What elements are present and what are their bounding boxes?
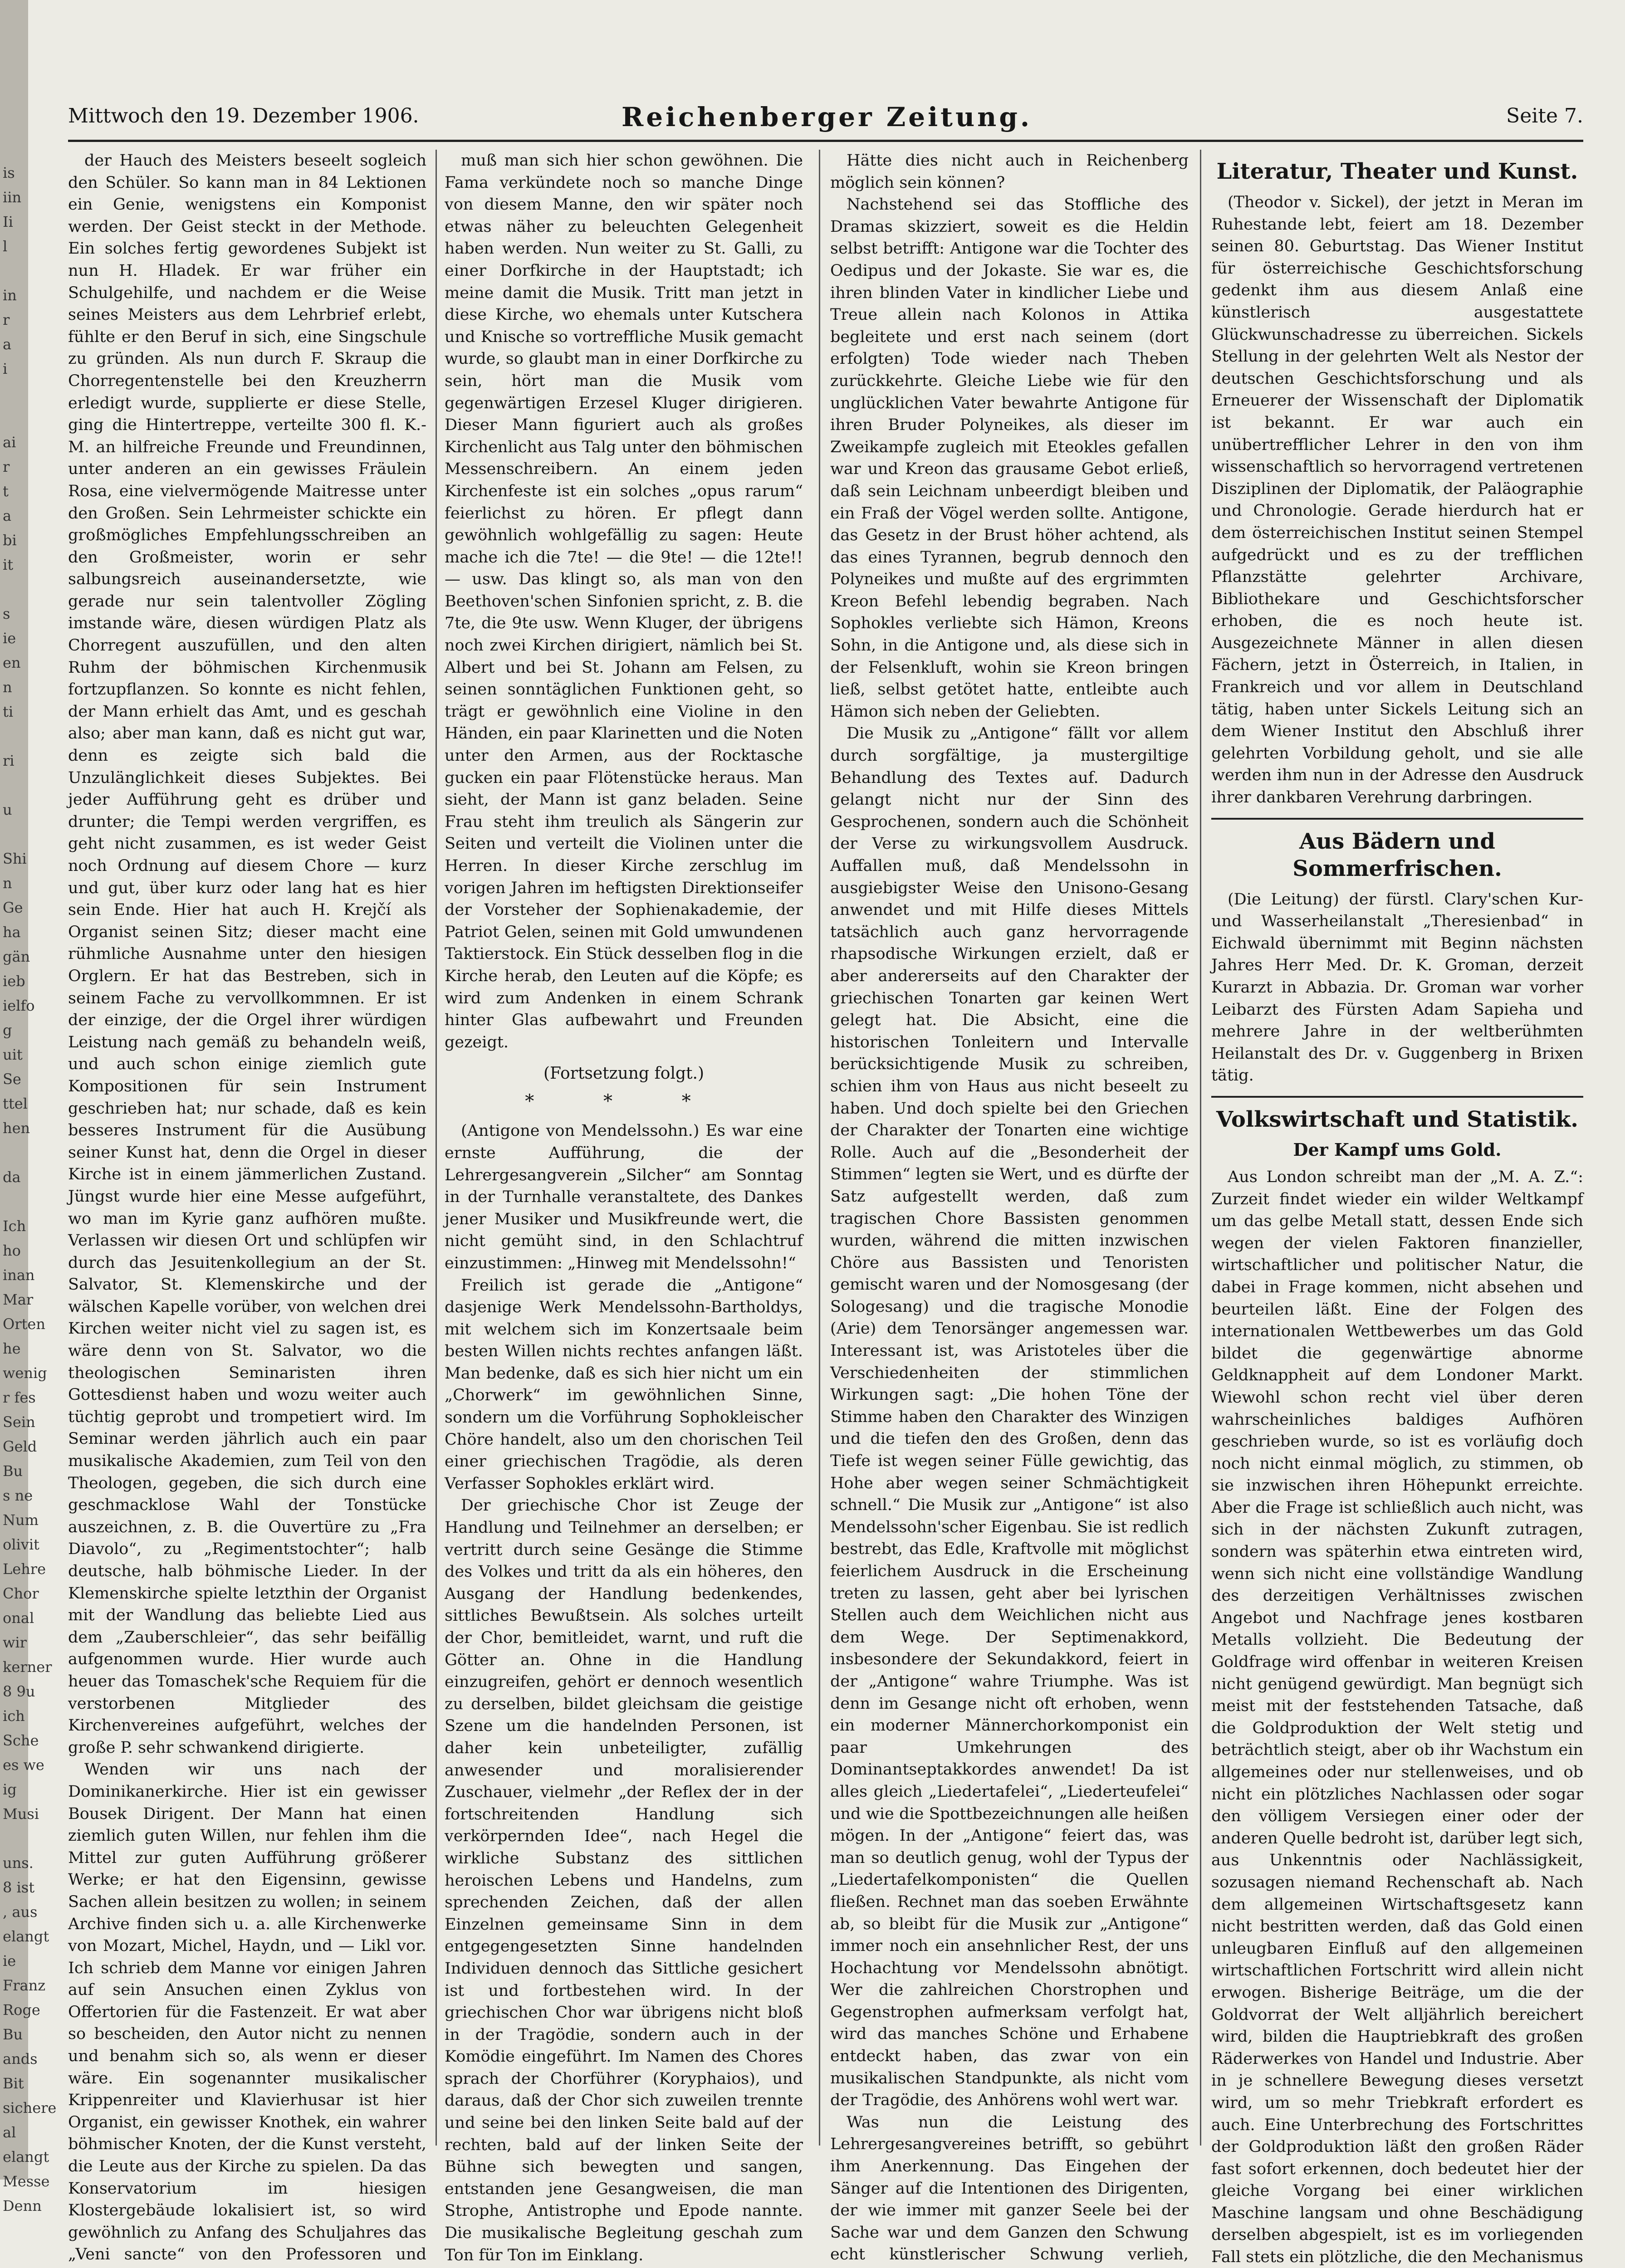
review-paragraph: (Antigone von Mendelssohn.) Es war eine ernste Aufführung, die der Lehrergesangverein „Silcher“ am Sonntag in der Turnhalle veranstaltete, des Dankes jener Musiker und Musikfreunde wert, die nicht gemüht sind, in den Schlachtruf einzustimmen: „Hinweg mit Mendelssohn!“ (445, 1122, 803, 1272)
edge-fragment: Lehre (3, 1560, 46, 1578)
edge-fragment (3, 577, 26, 601)
edge-fragment: Bu (3, 1462, 23, 1480)
article-paragraph: Wenden wir uns nach der Dominikanerkirche. Hier ist ein gewisser Bousek Dirigent. Der Mann hat einen ziemlich guten Willen, nur fehlen ihm die Mittel zur guten Aufführung größerer Werke; er hat den Eigensinn, gewisse Sachen allein besitzen zu wollen; in seinem Archive finden sich u. a. alle Kirchenwerke von Mozart, Michel, Haydn, und — Likl vor. Ich schrieb dem Manne vor einigen Jahren auf sein Ansuchen einen Zyklus von Offertorien für die Fastenzeit. Er wat aber so bescheiden, den Autor nicht zu nennen und benahm sich so, als wenn er dieser wäre. Ein sogenannter musikalischer Krippenreiter und Klavierhusar ist hier Organist, ein gewisser Knothek, ein wahrer böhmischer Knoten, der die Kunst versteht, die Leute aus der Kirche zu spielen. Da das Konservatorium im hiesigen Klostergebäude lokalisiert ist, so wird gewöhnlich zu Anfang des Schuljahres das „Veni sancte“ von den Professoren und (68, 1760, 426, 2264)
edge-fragment: Ii (3, 213, 13, 230)
edge-fragment: es we (3, 1756, 44, 1774)
edge-fragment: Sche (3, 1732, 39, 1749)
edge-fragment: Roge (3, 2001, 40, 2019)
section-heading-spas: Aus Bädern und Sommerfrischen. (1292, 828, 1502, 881)
edge-fragment: Sein (3, 1413, 35, 1431)
continued-note: (Fortsetzung folgt.) (543, 1064, 704, 1083)
edge-fragment (3, 822, 26, 846)
edge-fragment: ig (3, 1781, 17, 1798)
edge-fragment: gän (3, 948, 30, 965)
edge-fragment: l (3, 238, 8, 255)
edge-fragment (3, 381, 26, 406)
edge-fragment: u (3, 801, 12, 818)
edge-fragment: bi (3, 532, 17, 549)
edge-fragment: ie (3, 1952, 16, 1970)
review-paragraph: Nachstehend sei das Stoffliche des Dramas skizziert, soweit es die Heldin selbst betrifft: Antigone war die Tochter des Oedipus und der Jokaste. Sie war es, die ihren blinden Vater in kindlicher Liebe und Treue allein nach Kolonos in Attika begleitete und erst nach seinem (dort erfolgten) Tode wieder nach Theben zurückkehrte. Gleiche Liebe wie für den unglücklichen Vater bewahrte Antigone für ihren Bruder Polyneikes, als dieser im Zweikampfe zugleich mit Eteokles gefallen war und Kreon das grausame Gebot erließ, daß sein Leichnam unbeerdigt bleiben und ein Fraß der Vögel werden sollte. Antigone, das Gesetz in der Brust höher achtend, als das eines Tyrannen, begrub dennoch den Polyneikes und mußte auf des ergrimmten Kreon Befehl lebendig begraben. Nach Sophokles verliebte sich Hämon, Kreons Sohn, in die Antigone und, als diese sich in der Felsenkluft, wohin sie Kreon bringen ließ, selbst getötet hatte, entleibte auch Hämon sich neben der Geliebten. (830, 196, 1189, 721)
edge-fragment: Geld (3, 1438, 37, 1455)
edge-fragment: r (3, 458, 10, 475)
newspaper-page (68, 86, 1583, 2267)
section-rule (1211, 818, 1583, 820)
edge-fragment: Ge (3, 899, 23, 916)
column-1 (68, 150, 426, 2264)
newspaper-title: Reichenberger Zeitung. (622, 102, 1033, 132)
edge-fragment: 8 ist (3, 1879, 35, 1896)
article-title: Der Kampf ums Gold. (1293, 1139, 1502, 1160)
edge-fragment: Bit (3, 2075, 24, 2092)
edge-fragment: ielfo (3, 997, 35, 1014)
edge-fragment: ri (3, 752, 15, 769)
edge-fragment: it (3, 556, 14, 573)
edge-fragment: ai (3, 434, 16, 451)
edge-fragment (3, 724, 26, 748)
column-divider (1200, 150, 1201, 2146)
review-paragraph: Die Musik zu „Antigone“ fällt vor allem durch sorgfältige, ja mustergiltige Behandlung des Textes auf. Dadurch gelangt nicht nur der Sinn des Gesprochenen, sondern auch die Schönheit der Verse zu wirkungsvollem Ausdruck. Auffallen muß, daß Mendelssohn in ausgiebigster Weise den Unisono-Gesang anwendet und mit Hilfe dieses Mittels tatsächlich auch ganz hervorragende rhapsodische Wirkungen erzielt, daß er aber andererseits auf den Charakter der griechischen Tonarten gar keinen Wert gelegt hat. Die Absicht, eine die historischen Tonleitern und Intervalle berücksichtigende Musik zu schreiben, schien ihm von Haus aus nicht beseelt zu haben. Und doch spielte bei den Griechen der Charakter der Tonarten eine wichtige Rolle. Auch auf die „Besonderheit der Stimmen“ legten sie Wert, und es dürfte der Satz aufgestellt werden, daß zum tragischen Chore Bassisten genommen wurden, während die mitten inzwischen Chöre aus Bassisten und Tenoristen gemischt waren und der Nomosgesang (der Sologesang) und die tragische Monodie (Arie) dem Tenorsänger angemessen war. Interessant ist, was Aristoteles über die Verschiedenheiten der stimmlichen Wirkungen sagt: „Die hohen Töne der Stimme haben den Charakter des Winzigen und die tiefen den des Großen, denn das Tiefe ist wegen seiner Fülle gewichtig, das Hohe aber wegen seiner Schmächtigkeit schnell.“ Die Musik zur „Antigone“ ist also Mendelssohn'scher Eigenbau. Sie ist redlich bestrebt, das Edle, Kraftvolle mit möglichst feierlichem Ausdruck in die Erscheinung treten zu lassen, geht aber bei lyrischen Stellen auch dem Weichlichen nicht aus dem Wege. Der Septimenakkord, insbesondere der Sekundakkord, feiert in der „Antigone“ wahre Triumphe. Was ist denn im Gesange nicht oft erhoben, wenn ein moderner Männerchorkomponist ein paar Umkehrungen des Dominantseptakkordes anwendet! Da ist alles gleich „Liedertafelei“, „Liederteufelei“ und wie die Spottbezeichnungen alle heißen mögen. In der „Antigone“ feiert das, was man so deutlich genug, wohl der Typus der „Liedertafelkomponisten“ die Quellen fließen. Rechnet man das soeben Erwähnte ab, so bleibt für die Musik zur „Antigone“ immer noch ein ansehnlicher Rest, der uns Hochachtung vor Mendelssohn abnötigt. Wer die zahlreichen Chorstrophen und Gegenstrophen aufmerksam verfolgt hat, wird das manches Schöne und Erhabene entdeckt haben, das zwar von ein musikalischen Standpunkte, als nicht vom der Tragödie, des Anhörens wohl wert war. (830, 724, 1189, 2110)
edge-fragment: t (3, 483, 9, 500)
page-number: Seite 7. (1506, 104, 1583, 127)
edge-fragment: ho (3, 1242, 21, 1259)
edge-fragment: is (3, 164, 15, 181)
edge-fragment: onal (3, 1609, 34, 1627)
section-heading-economy: Volkswirtschaft und Statistik. (1216, 1106, 1578, 1132)
column-2 (445, 150, 803, 2264)
edge-fragment: 8 9u (3, 1683, 35, 1700)
edge-fragment: elangt (3, 2148, 49, 2165)
edge-fragment: ha (3, 924, 21, 941)
edge-fragment: uns. (3, 1854, 34, 1872)
edge-fragment: s ne (3, 1487, 33, 1504)
edge-fragment (3, 136, 26, 161)
edge-fragment: ti (3, 703, 14, 720)
edge-fragment: in (3, 287, 17, 304)
edge-fragment: Messe (3, 2173, 50, 2190)
review-paragraph: Freilich ist gerade die „Antigone“ dasjenige Werk Mendelssohn-Bartholdys, mit welchem sich im Konzertsaale beim besten Willen nichts rechtes anfangen läßt. Man bedenke, daß es sich hier nicht um ein „Chorwerk“ im gewöhnlichen Sinne, sondern um die Vorführung Sophokleischer Chöre handelt, also um den chorischen Teil einer griechischen Tragödie, als deren Verfasser Sophokles erklärt wird. (445, 1276, 803, 1493)
edge-fragment (3, 773, 26, 797)
edge-fragment: i (3, 360, 8, 377)
edge-fragment: ich (3, 1707, 25, 1725)
edge-fragment: iin (3, 189, 22, 206)
edge-fragment: inan (3, 1266, 35, 1284)
edge-fragment (3, 1826, 26, 1851)
edge-fragment: Ich (3, 1217, 26, 1235)
edge-fragment: Shi (3, 850, 27, 867)
edge-fragment: kerner (3, 1658, 52, 1676)
review-paragraph: Was nun die Leistung des Lehrergesangvereines betrifft, so gebührt ihm Anerkennung. Das Eingehen der Sänger auf die Intentionen des Dirigenten, der wie immer mit ganzer Seele bei der Sache war und dem Ganzen den Schwung echt künstlerischer Schwung verlieh, (830, 2113, 1189, 2264)
article-paragraph: Aus London schreibt man der „M. A. Z.“: Zurzeit findet wieder ein wilder Weltkampf um das gelbe Metall statt, dessen Ende sich wegen der vielen Faktoren finanzieller, wirtschaftlicher und politischer Natur, die dabei in Frage kommen, nicht absehen und beurteilen läßt. Eine der Folgen des internationalen Wettbewerbes um das Gold bildet die gegenwärtige abnorme Geldknappheit auf dem Londoner Markt. Wiewohl schon recht viel über deren wahrscheinliches baldiges Aufhören geschrieben wurde, so ist es vorläufig doch noch nicht einmal möglich, zu stimmen, ob sie inzwischen ihren Höhepunkt erreichte. Aber die Frage ist schließlich auch nicht, was sich in der nächsten Zukunft zutragen, sondern was späterhin etwa eintreten wird, wenn sich nicht eine vollständige Wandlung des derzeitigen Verhältnisses zwischen Angebot und Nachfrage jenes kostbaren Metalls vollzieht. Die Bedeutung der Goldfrage wird offenbar in weiteren Kreisen nicht genügend gewürdigt. Man begnügt sich meist mit der feststehenden Tatsache, daß die Goldproduktion der Welt stetig und beträchtlich steigt, aber ob ihr Wachstum ein allgemeines oder nur stellenweises, und ob nicht ein plötzliches Nachlassen oder sogar den völligem Versiegen einer oder der anderen Quelle bedroht ist, darüber legt sich, aus Unkenntnis oder Nachlässigkeit, sozusagen niemand Rechenschaft ab. Nach dem allgemeinen Wirtschaftsgesetz kann nicht bestritten werden, daß das Gold einen unleugbaren Einfluß auf den allgemeinen wirtschaftlichen Fortschritt wird allein nicht erwogen. Bisherige Beiträge, um die der Goldvorrat der Welt alljährlich bereichert wird, bilden die Hauptriebkraft des großen Räderwerkes von Handel und Industrie. Aber in je schnellere Bewegung dieses versetzt wird, um so mehr Triebkraft erfordert es auch. Eine Unterbrechung des Fortschrittes der Goldproduktion läßt den großen Räder fast sofort erkennen, doch bedeutet hier der gleiche Vorgang bei einer wirklichen Maschine langsam und ohne Beschädigung derselben abgespielt, ist es im vorliegenden Fall stets ein plötzliche, die den Mechanismus (1211, 1168, 1583, 2267)
edge-fragment: n (3, 679, 12, 696)
edge-fragment: da (3, 1168, 21, 1186)
edge-fragment: olivit (3, 1536, 39, 1553)
edge-fragment: Chor (3, 1585, 39, 1602)
edge-fragment: , aus (3, 1903, 38, 1921)
edge-fragment: Franz (3, 1977, 46, 1994)
section-heading-literature: Literatur, Theater und Kunst. (1216, 159, 1578, 184)
edge-fragment: wenig (3, 1364, 47, 1382)
edge-fragment: ieb (3, 973, 25, 990)
edge-fragment: Denn (3, 2197, 42, 2214)
edge-fragment: en (3, 654, 21, 671)
section-rule (1211, 1096, 1583, 1098)
edge-fragment (3, 259, 26, 283)
article-paragraph: der Hauch des Meisters beseelt sogleich den Schüler. So kann man in 84 Lektionen ein Genie, wenigstens ein Komponist werden. Der Geist steckt in der Methode. Ein solches fertig gewordenes Subjekt ist nun H. Hladek. Er war früher ein Schulgehilfe, und nachdem er die Weise seines Meisters aus dem Lehrbrief erlebt, fühlte er den Beruf in sich, eine Singschule zu gründen. Als nun durch F. Skraup die Chorregentenstelle bei den Kreuzherrn erledigt wurde, supplierte er diese Stelle, ging die Hintertreppe, verteilte 300 fl. K.-M. an hilfreiche Freunde und Freundinnen, unter anderen an ein gewisses Fräulein Rosa, eine vielvermögende Maitresse unter den Großen. Sein Lehrmeister schickte ein großmögliches Empfehlungsschreiben an den Großmeister, worin er sehr salbungsreich auseinandersetzte, wie gerade nur sein talentvoller Zögling imstande wäre, diesen würdigen Platz als Chorregent auszufüllen, und den alten Ruhm der böhmischen Kirchenmusik fortzupflanzen. So konnte es nicht fehlen, der Mann erhielt das Amt, und es geschah also; aber man kann, daß es nicht gut war, denn es zeigte sich bald die Unzulänglichkeit dieses Subjektes. Bei jeder Aufführung geht es drüber und drunter; die Tempi werden vergriffen, es geht nicht zusammen, es ist weder Geist noch Ordnung auf diesem Chore — kurz und gut, über kurz oder lang hat es hier sein Ende. Hier hat auch H. Krejčí als Organist seinen Sitz; dieser macht eine rühmliche Ausnahme unter den hiesigen Orglern. Er hat das Bestreben, sich in seinem Fache zu vervollkommnen. Er ist der einzige, der die Orgel ihrer würdigen Leistung nach gemäß zu behandeln weiß, und auch schon einige ziemlich gute Kompositionen für sein Instrument geschrieben hat; nur schade, daß es kein besseres Instrument für die Ausübung seiner Kunst hat, denn die Orgel in dieser Kirche ist in einem jämmerlichen Zustand. Jüngst wurde hier eine Messe aufgeführt, wo man im Kyrie ganz aufhören mußte. Verlassen wir diesen Ort und schlüpfen wir durch das Jesuitenkollegium an der St. Salvator, St. Klemenskirche und der wälschen Kapelle vorüber, von welchen drei Kirchen weiter nicht viel zu sagen ist, es wäre denn von St. Salvator, wo die theologischen Seminaristen ihren Gottesdienst haben und wozu weiter auch tüchtig geprobt und trompetiert wird. Im Seminar werden jährlich auch ein paar musikalische Akademien, zum Teil von den Theologen, gegeben, die sich durch eine geschmacklose Wahl der Tonstücke auszeichnen, z. B. die Ouvertüre zu „Fra Diavolo“, zu „Regimentstochter“; halb deutsche, halb böhmische Lieder. In der Klemenskirche spielte letzthin der Organist mit der Wandlung das beliebte Lied aus dem „Zauberschleier“, das sehr beifällig aufgenommen wurde. Hier wurde auch heuer das Tomaschek'sche Requiem für die verstorbenen Mitglieder des Kirchenvereines aufgeführt, welches der große P. sehr schwankend dirigierte. (68, 152, 426, 1757)
edge-fragment: he (3, 1340, 21, 1357)
edge-fragment: ie (3, 630, 16, 647)
edge-fragment: elangt (3, 1928, 49, 1945)
review-paragraph: Hätte dies nicht auch in Reichenberg möglich sein können? (830, 152, 1189, 192)
review-paragraph: Der griechische Chor ist Zeuge der Handlung und Teilnehmer an derselben; er vertritt durch seine Gesänge die Stimme des Volkes und tritt da als ein höheres, den Ausgang der Handlung bedenkendes, sittliches Bewußtsein. Als solches urteilt der Chor, bemitleidet, warnt, und ruft die Götter an. Ohne in die Handlung einzugreifen, gehört er dennoch wesentlich zu derselben, bildet gleichsam die geistige Szene um die handelnden Personen, ist daher kein unbeteiligter, zufällig anwesender und moralisierender Zuschauer, vielmehr „der Reflex der in der fortschreitenden Handlung sich verkörpernden Idee“, nach Hegel die wirkliche Substanz des sittlichen heroischen Lebens und Handelns, zum sprechenden Zeichen, daß der allen Einzelnen gemeinsame Sinn in dem entgegengesetzten Sinne handelnden Individuen dennoch das Sittliche gesichert ist und fortbestehen wird. In der griechischen Chor war übrigens nicht bloß in der Tragödie, sondern auch in der Komödie eingeführt. Im Namen des Chores sprach der Chorführer (Koryphaios), und daraus, daß der Chor sich zuweilen trennte und seine bei den linken Seite bald auf der rechten, bald auf der linken Seite der Bühne sich bewegten und sangen, entstanden jene Gesangweisen, die man Strophe, Antistrophe und Epode nannte. Die musikalische Begleitung geschah zum Ton für Ton im Einklang. (445, 1496, 803, 2264)
column-divider (436, 150, 437, 2146)
edge-fragment: r (3, 311, 10, 328)
article-paragraph: muß man sich hier schon gewöhnen. Die Fama verkündete noch so manche Dinge von diesem Manne, den wir später noch etwas näher zu beleuchten Gelegenheit haben werden. Nun weiter zu St. Galli, zu einer Dorfkirche in der Hauptstadt; ich meine damit die Musik. Tritt man jetzt in diese Kirche, wo ehemals unter Kutschera und Knische so vortreffliche Musik gemacht wurde, so glaubt man in einer Dorfkirche zu sein, hört man die Musik vom gegenwärtigen Erzesel Kluger dirigieren. Dieser Mann figuriert auch als großes Kirchenlicht aus Talg unter den böhmischen Messenschreibern. An einem jeden Kirchenfeste ist ein solches „opus rarum“ feierlichst zu hören. Er pflegt dann gewöhnlich wohlgefällig zu sagen: Heute mache ich die 7te! — die 9te! — die 12te!! — usw. Das klingt so, als man von den Beethoven'schen Sinfonien spricht, z. B. die 7te, die 9te usw. Wenn Kluger, der übrigens noch zwei Kirchen dirigiert, nämlich bei St. Albert und bei St. Johann am Felsen, zu seinen sonntäglichen Funktionen geht, so trägt er gewöhnlich eine Violine in den Händen, ein paar Klarinetten und die Noten unter den Armen, aus der Rocktasche gucken ein paar Flötenstücke heraus. Man sieht, der Mann ist ganz beladen. Seine Frau steht ihm treulich als Sängerin zur Seiten und verteilt die Violinen unter die Herren. In dieser Kirche zerschlug im vorigen Jahren im heftigsten Direktionseifer der Vorsteher der Sophienakademie, der Patriot Gelen, seinen mit Gold umwundenen Taktierstock. Ein Stück desselben flog in die Kirche herab, den Leuten auf die Köpfe; es wird zum Andenken in einem Schrank hinter Glas aufbewahrt und Freunden gezeigt. (445, 152, 803, 1051)
edge-fragment: Musi (3, 1805, 39, 1823)
edge-fragment: r fes (3, 1389, 36, 1406)
section-separator: * * * (525, 1091, 723, 1112)
review-paragraph (445, 2266, 803, 2268)
edge-fragment: uit (3, 1046, 23, 1063)
edge-fragment: ttel (3, 1095, 28, 1112)
article-paragraph: (Die Leitung) der fürstl. Clary'schen Kur- und Wasserheilanstalt „Theresienbad“ in Eichwald übernimmt mit Beginn nächsten Jahres Herr Med. Dr. K. Groman, derzeit Kurarzt in Abbazia. Dr. Groman war vorher Leibarzt des Fürsten Adam Sapieha und mehrere Jahre in der weltberühmten Heilanstalt des Dr. v. Guggenberg in Brixen tätig. (1211, 890, 1583, 1085)
column-3 (830, 150, 1189, 2264)
edge-fragment: wir (3, 1634, 27, 1651)
edge-fragment: Bu (3, 2026, 23, 2043)
page-header (68, 104, 1583, 136)
edge-fragment: Orten (3, 1315, 45, 1333)
edge-fragment (3, 406, 26, 430)
adjacent-page-fragments (3, 136, 57, 2218)
edge-fragment: al (3, 2124, 16, 2141)
edge-fragment: ands (3, 2050, 38, 2068)
column-divider (819, 150, 820, 2146)
edge-fragment: hen (3, 1119, 30, 1137)
issue-date: Mittwoch den 19. Dezember 1906. (68, 104, 419, 127)
edge-fragment: g (3, 1022, 12, 1039)
article-paragraph: (Theodor v. Sickel), der jetzt in Meran im Ruhestande lebt, feiert am 18. Dezember seinen 80. Geburtstag. Das Wiener Institut für österreichische Geschichtsforschung gedenkt ihm aus diesem Anlaß eine künstlerisch ausgestattete Glückwunschadresse zu überreichen. Sickels Stellung in der gelehrten Welt als Nestor der deutschen Geschichtsforschung und als Erneuerer der Wissenschaft der Diplomatik ist bekannt. Er war auch ein unübertrefflicher Lehrer in den von ihm wissenschaftlich so hervorragend vertretenen Disziplinen der Diplomatik, der Paläographie und Chronologie. Gerade hierdurch hat er dem österreichischen Institut seinen Stempel aufgedrückt und es zu der trefflichen Pflanzstätte gelehrter Archivare, Bibliothekare und Geschichtsforscher erhoben, die es noch heute ist. Ausgezeichnete Männer in allen diesen Fächern, jetzt in Österreich, in Italien, in Frankreich und vor allem in Deutschland tätig, haben unter Sickels Leitung sich an dem Wiener Institut den Abschluß ihrer gelehrten Vorbildung geholt, und sie alle werden ihm nun in der Adresse den Ausdruck ihrer dankbaren Verehrung darbringen. (1211, 193, 1583, 807)
edge-fragment: Num (3, 1511, 39, 1529)
header-rule (68, 140, 1583, 142)
edge-fragment: a (3, 336, 12, 353)
edge-fragment (3, 1140, 26, 1165)
edge-fragment: Se (3, 1070, 21, 1088)
edge-fragment: s (3, 605, 10, 622)
edge-fragment: a (3, 507, 12, 524)
edge-fragment: sichere (3, 2099, 57, 2116)
edge-fragment: n (3, 875, 12, 892)
edge-fragment: Mar (3, 1291, 34, 1308)
column-4 (1211, 150, 1583, 2267)
edge-fragment (3, 1189, 26, 1214)
adjacent-page-edge (0, 0, 57, 2214)
